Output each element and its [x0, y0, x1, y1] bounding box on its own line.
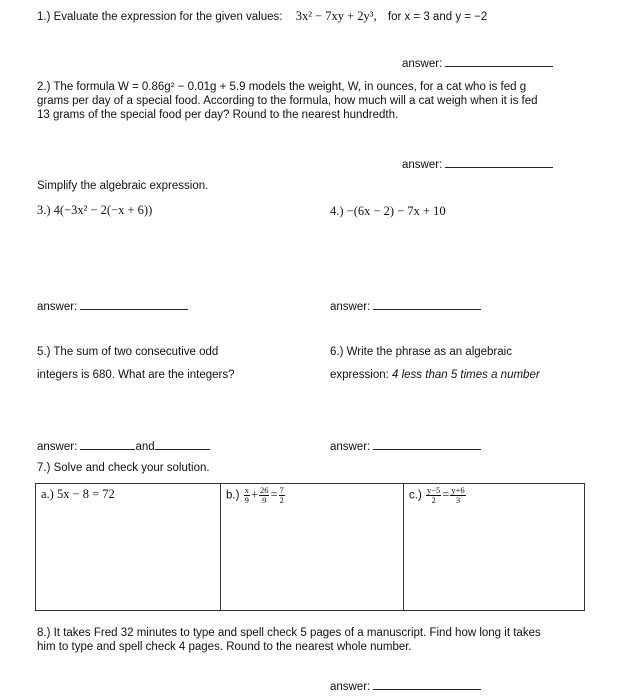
q7-cell-b[interactable]: [221, 484, 404, 610]
q3-answer: [37, 298, 188, 313]
q7b-f1-den: 9: [244, 495, 249, 505]
q1-text: 1.) Evaluate the expression for the given values:: [37, 11, 283, 23]
q2-line-1: 2.) The formula W = 0.86g² − 0.01g + 5.9 models the weight, W, in ounces, for a cat who is fed g: [37, 81, 527, 93]
q7c-f1-num: y−5: [426, 485, 441, 495]
q8-answer: [330, 678, 481, 693]
q7a-equation: a.) 5x − 8 = 72: [41, 487, 115, 501]
q7b-plus: +: [250, 487, 258, 502]
q5-and-label: and: [135, 441, 155, 453]
q7b-label: b.): [226, 489, 240, 502]
q3-expression: 3.) 4(−3x² − 2(−x + 6)): [37, 203, 153, 217]
q6-answer-line[interactable]: [373, 438, 481, 450]
q7b-fraction-2: [259, 486, 270, 505]
q7c-f2-num: y+6: [451, 485, 465, 495]
q6-line-2-prefix: expression:: [330, 369, 389, 381]
q2-line-3: 13 grams of the special food per day? Round to the nearest hundredth.: [37, 109, 399, 121]
q1-answer-label: answer:: [402, 58, 443, 70]
q7b-f1-num: x: [244, 485, 249, 495]
q6-answer-label: answer:: [330, 441, 371, 453]
q3-answer-line[interactable]: [80, 298, 188, 310]
q7c-equals: =: [442, 487, 450, 502]
q8-line-1: 8.) It takes Fred 32 minutes to type and spell check 5 pages of a manuscript. Find how long it takes: [37, 627, 541, 639]
q5-line-2: integers is 680. What are the integers?: [37, 369, 235, 381]
q5-line-1: 5.) The sum of two consecutive odd: [37, 346, 219, 358]
q1-answer-line[interactable]: [445, 55, 553, 67]
q2-answer-line[interactable]: [445, 156, 553, 168]
simplify-heading: Simplify the algebraic expression.: [37, 180, 209, 192]
q1-condition: for x = 3 and y = −2: [387, 11, 488, 23]
q7b-f2-den: 9: [262, 495, 267, 505]
q5-answer-line-2[interactable]: [155, 438, 210, 450]
q7b-equals: =: [270, 487, 278, 502]
q5-answer: [37, 438, 210, 453]
q5-answer-line-1[interactable]: [80, 438, 135, 450]
q4-answer-label: answer:: [330, 301, 371, 313]
q1-expression: 3x² − 7xy + 2y³,: [295, 9, 377, 23]
q8-answer-label: answer:: [330, 681, 371, 693]
q7b-fraction-3: [279, 486, 285, 505]
q4-answer-line[interactable]: [373, 298, 481, 310]
q6-phrase: 4 less than 5 times a number: [392, 369, 540, 381]
q6-line-1: 6.) Write the phrase as an algebraic: [330, 346, 512, 358]
q3-answer-label: answer:: [37, 301, 78, 313]
q2-line-2: grams per day of a special food. According to the formula, how much will a cat weigh when it is fed: [37, 95, 538, 107]
q7c-fraction-2: [450, 486, 465, 505]
q5-answer-label: answer:: [37, 441, 78, 453]
q2-answer: [402, 156, 553, 171]
q7c-f1-den: 2: [431, 495, 436, 505]
q2-answer-label: answer:: [402, 159, 443, 171]
q7c-label: c.): [409, 489, 422, 502]
q8-line-2: him to type and spell check 4 pages. Round to the nearest whole number.: [37, 641, 412, 653]
q4-answer: [330, 298, 481, 313]
q7b-equation: [226, 486, 286, 505]
q7b-f3-num: 7: [279, 485, 284, 495]
q1-answer: [402, 55, 553, 70]
q7c-equation: [409, 486, 467, 505]
q7-cell-c[interactable]: [404, 484, 584, 610]
q7-heading: 7.) Solve and check your solution.: [37, 462, 210, 474]
q4-expression: 4.) −(6x − 2) − 7x + 10: [330, 204, 446, 218]
q7-work-grid: [35, 483, 585, 611]
q7c-fraction-1: [426, 486, 441, 505]
q7c-f2-den: 3: [455, 495, 461, 505]
q7-cell-a[interactable]: [36, 484, 221, 610]
q7b-f2-num: 26: [259, 485, 269, 495]
q7b-f3-den: 2: [279, 495, 284, 505]
q6-line-2: [330, 369, 540, 381]
q7b-fraction-1: [244, 486, 250, 505]
q8-answer-line[interactable]: [373, 678, 481, 690]
q1-prompt: [37, 9, 487, 24]
q6-answer: [330, 438, 481, 453]
